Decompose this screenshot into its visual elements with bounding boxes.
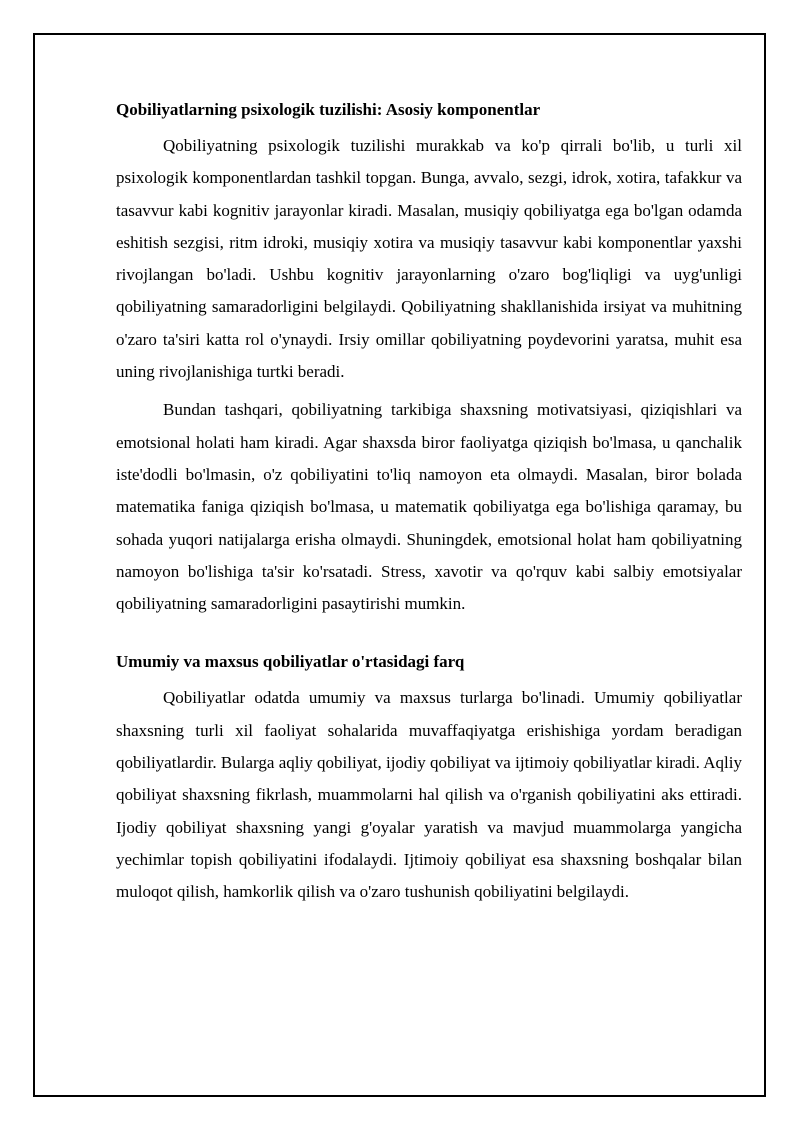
document-body <box>116 98 742 909</box>
paragraph-motivation-emotion: Bundan tashqari, qobiliyatning tarkibiga shaxsning motivatsiyasi, qiziqishlari va emotsional holati ham kiradi. Agar shaxsda biror faoliyatga qiziqish bo'lmasa, u qanchalik iste'dodli bo'lmasin, o'z qobiliyatini to'liq namoyon eta olmaydi. Masalan, biror bolada matematika faniga qiziqish bo'lmasa, u matematik qobiliyatga ega bo'lishiga qaramay, bu sohada yuqori natijalarga erisha olmaydi. Shuningdek, emotsional holat ham qobiliyatning namoyon bo'lishiga ta'sir ko'rsatadi. Stress, xavotir va qo'rquv kabi salbiy emotsiyalar qobiliyatning samaradorligini pasaytirishi mumkin. <box>116 400 742 614</box>
section-heading-general-vs-special: Umumiy va maxsus qobiliyatlar o'rtasidagi farq <box>116 652 465 672</box>
section-heading-psychological-structure: Qobiliyatlarning psixologik tuzilishi: Asosiy komponentlar <box>116 100 541 119</box>
paragraph-cognitive-components: Qobiliyatning psixologik tuzilishi murakkab va ko'p qirrali bo'lib, u turli xil psixologik komponentlardan tashkil topgan. Bunga, avvalo, sezgi, idrok, xotira, tafakkur va tasavvur kabi kognitiv jarayonlar kiradi. Masalan, musiqiy qobiliyatga ega bo'lgan odamda eshitish sezgisi, ritm idroki, musiqiy xotira va musiqiy tasavvur kabi komponentlar yaxshi rivojlangan bo'ladi. Ushbu kognitiv jarayonlarning o'zaro bog'liqligi va uyg'unligi qobiliyatning samaradorligini belgilaydi. Qobiliyatning shakllanishida irsiyat va muhitning o'zaro ta'siri katta rol o'ynaydi. Irsiy omillar qobiliyatning poydevorini yaratsa, muhit esa uning rivojlanishiga turtki beradi. <box>116 136 742 382</box>
paragraph-general-abilities: Qobiliyatlar odatda umumiy va maxsus turlarga bo'linadi. Umumiy qobiliyatlar shaxsning turli xil faoliyat sohalarida muvaffaqiyatga erishishiga yordam beradigan qobiliyatlardir. Bularga aqliy qobiliyat, ijodiy qobiliyat va ijtimoiy qobiliyatlar kiradi. Aqliy qobiliyat shaxsning fikrlash, muammolarni hal qilish va o'rganish qobiliyatini aks ettiradi. Ijodiy qobiliyat shaxsning yangi g'oyalar yaratish va mavjud muammolarga yangicha yechimlar topish qobiliyatini ifodalaydi. Ijtimoiy qobiliyat esa shaxsning boshqalar bilan muloqot qilish, hamkorlik qilish va o'zaro tushunish qobiliyatini belgilaydi. <box>116 688 742 902</box>
